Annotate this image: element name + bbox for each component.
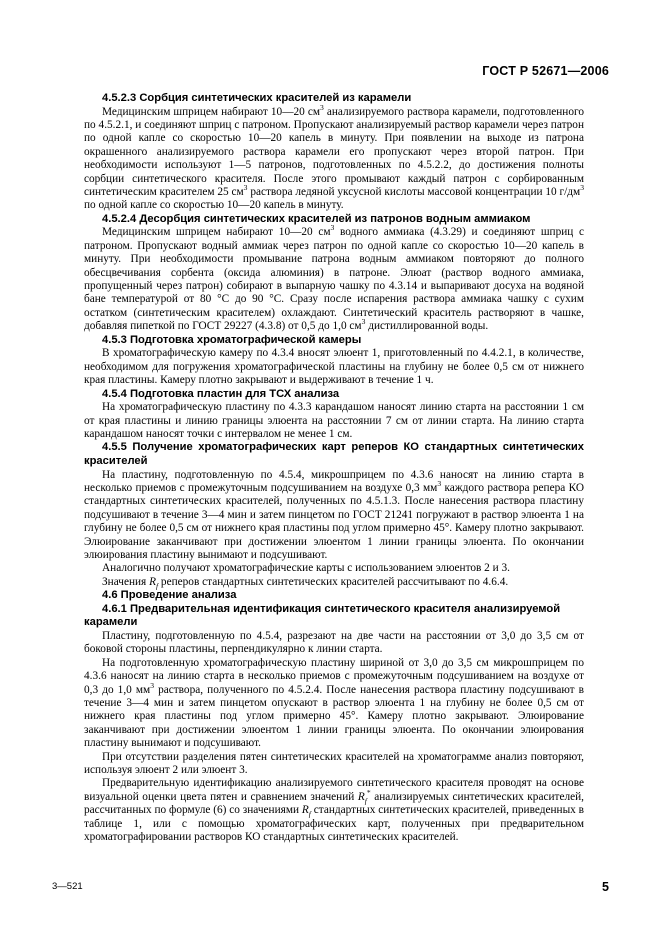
section-heading-4-6: 4.6 Проведение анализа bbox=[102, 589, 237, 602]
paragraph-4-6-1-1: Пластину, подготовленную по 4.5.4, разрезают на две части на расстоянии от 3,0 до 3,5 см от боковой стороны пластины, перпендикулярно к линии старта. bbox=[84, 629, 584, 656]
section-heading-4-6-1: 4.6.1 Предварительная идентификация синтетического красителя анализируемой карамели bbox=[84, 602, 561, 629]
section-heading-4-5-4: 4.5.4 Подготовка пластин для ТСХ анализа bbox=[102, 387, 340, 400]
paragraph-4-5-2-3-1: Медицинским шприцем набирают 10—20 $см^3$ анализируемого раствора карамели, подготовленного по 4.5.2.1, и соединяют шприц с патроном. Пропускают анализируемый раствор карамели через патрон по одной капле со скоростью 10—20 капель в минуту. При появлении на выходе из патрона окрашенного анализируемого раствора карамели его пропускают через второй патрон. При необходимости используют 1—5 патронов, подготовленных по 4.5.2.2, до достижения полноты сорбции синтетического красителя. После этого промывают каждый патрон с сорбированным синтетическим красителем 25 $см^3$ раствора ледяной уксусной кислоты массовой концентрации 10 $г/дм^3$ по одной капле со скоростью 10—20 капель в минуту. bbox=[84, 102, 584, 212]
footer-page-number: 5 bbox=[602, 880, 609, 894]
paragraph-4-6-1-2: На подготовленную хроматографическую пластину шириной от 3,0 до 3,5 см микрошприцем по 4.3.6 наносят на линию старта в несколько приемов с промежуточным подсушиванием на воздухе от 0,3 до 1,0 $мм^3$ раствора, полученного по 4.5.2.4. После нанесения раствора пластину подсушивают в течение 3—4 мин и затем пинцетом опускают в раствор элюента 1 на глубину не более 0,5 см от нижнего края пластины под углом примерно 45°. Камеру плотно закрывают. Элюирование заканчивают при достижении элюентом 1 линии границы элюента. По окончании элюирования пластину вынимают и подсушивают. bbox=[84, 656, 584, 750]
footer-signature: 3—521 bbox=[52, 881, 83, 892]
paragraph-4-5-5-1: На пластину, подготовленную по 4.5.4, микрошприцем по 4.3.6 наносят на линию старта в несколько приемов с промежуточным подсушиванием на воздухе 0,3 $мм^3$ каждого раствора репера КО стандартных синтетических красителей, полученных по 4.5.1.3. После нанесения раствора пластину подсушивают в течение 3—4 мин и затем пинцетом по ГОСТ 21241 погружают в раствор элюента 1 на глубину не более 0,5 см от нижнего края пластины под углом примерно 45°. Камеру плотно закрывают. Элюирование заканчивают при достижении элюентом 1 линии границы элюента. По окончании элюирования пластину вынимают и подсушивают. bbox=[84, 468, 585, 561]
paragraph-4-5-4-1: На хроматографическую пластину по 4.3.3 карандашом наносят линию старта на расстоянии 1 см от края пластины и линию границы элюента на расстоянии 7 см от линии старта. На линию старта карандашом наносят точки с интервалом не менее 1 см. bbox=[84, 401, 584, 440]
section-heading-4-5-2-3: 4.5.2.3 Сорбция синтетических красителей из карамели bbox=[102, 92, 412, 104]
paragraph-4-6-1-3: При отсутствии разделения пятен синтетических красителей на хроматограмме анализ повторяют, используя элюент 2 или элюент 3. bbox=[84, 750, 584, 776]
section-heading-4-5-2-4: 4.5.2.4 Десорбция синтетических красителей из патронов водным аммиаком bbox=[102, 212, 531, 225]
paragraph-4-5-5-2: Аналогично получают хроматографические карты с использованием элюентов 2 и 3. bbox=[102, 562, 510, 575]
paragraph-4-5-5-3: Значения $R_f$ реперов стандартных синтетических красителей рассчитывают по 4.6.4. bbox=[102, 575, 509, 590]
section-heading-4-5-5: 4.5.5 Получение хроматографических карт реперов КО стандартных синтетических красителей bbox=[84, 441, 584, 467]
section-heading-4-5-3: 4.5.3 Подготовка хроматографической камеры bbox=[102, 333, 362, 346]
paragraph-4-6-1-4: Предварительную идентификацию анализируемого синтетического красителя проводят на основе визуальной оценки цвета пятен и сравнением значений $R_f^*$ анализируемых синтетических красителей, рассчитанных по формуле (6) со значениями $R_f$ стандартных синтетических красителей, приведенных в таблице 1, или с помощью хроматографических карт, полученных при предварительном хроматографировании растворов КО стандартных синтетических красителей. bbox=[84, 777, 584, 844]
document-body bbox=[84, 92, 584, 844]
paragraph-4-5-2-4-1: Медицинским шприцем набирают 10—20 $см^3$ водного аммиака (4.3.29) и соединяют шприц с патроном. Пропускают водный аммиак через патрон по одной капле со скоростью 10—20 капель в минуту. При необходимости промывание патрона водным аммиаком повторяют до полного обесцвечивания сорбента (оксида алюминия) в патроне. Элюат (раствор водного аммиака, пропущенный через патрон) собирают в выпарную чашку по 4.3.14 и выпаривают досуха на водяной бане температурой от 80 °С до 90 °С. Сразу после испарения раствора аммиака чашку с сухим остатком (синтетическим красителем) охлаждают. Синтетический краситель растворяют в чашке, добавляя пипеткой по ГОСТ 29227 (4.3.8) от 0,5 до 1,0 $см^3$ дистиллированной воды. bbox=[84, 223, 584, 333]
page-header-standard: ГОСТ Р 52671—2006 bbox=[482, 64, 609, 78]
paragraph-4-5-3-1: В хроматографическую камеру по 4.3.4 вносят элюент 1, приготовленный по 4.4.2.1, в количестве, необходимом для погружения хроматографической пластины на глубину не более 0,5 см от нижнего края пластины. Камеру плотно закрывают и выдерживают в течение 1 ч. bbox=[84, 347, 584, 387]
